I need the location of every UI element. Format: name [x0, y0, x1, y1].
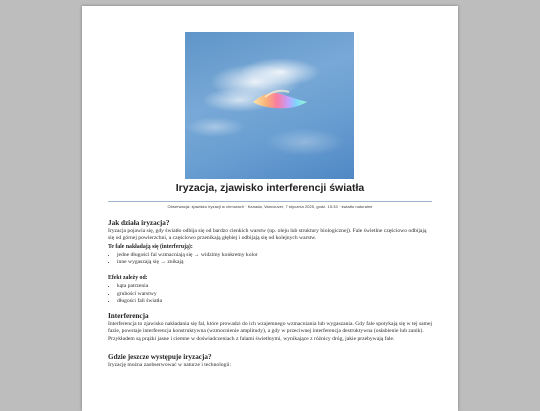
- section-heading-where: Gdzie jeszcze występuje iryzacja?: [108, 352, 212, 361]
- subheading-interference: Te fale nakładają się (interferują):: [108, 243, 193, 250]
- section-heading-effect: Efekt zależy od:: [108, 275, 148, 282]
- list-item: • inne wygaszają się → znikają: [117, 259, 432, 266]
- section-heading-interference: Interferencja: [108, 312, 149, 321]
- list-item: • grubości warstwy: [117, 291, 432, 298]
- spacer: [108, 268, 432, 274]
- document-page: [82, 6, 458, 411]
- cloud-illustration: [185, 32, 354, 179]
- document-title: Iryzacja, zjawisko interferencji światła: [175, 182, 365, 194]
- title-divider: [108, 201, 432, 202]
- iridescent-cloud-photo: [185, 32, 354, 179]
- section-text-how: Iryzacja pojawia się, gdy światło odbija się od bardzo cienkich warstw (np. oleju lub struktury biologicznej). Fale świetlne częściowo odbijają się od górnej powierzchni, a częściowo przenikają głębiej i odbijają się od kolejnych warstw.: [108, 228, 427, 242]
- list-item: • kąta patrzenia: [117, 283, 432, 290]
- section-text-interference: Interferencja to zjawisko nakładania się fal, które prowadzi do ich wzajemnego wzmacniania lub wygaszania. Gdy fale spotykają się w tej samej fazie, powstaje interferencja konstruktywna (wzmocnienie amplitudy), a gdy w przeciwnej interferencja destruktywna (osłabienie lub zanik). Przykładem są prążki jasne i ciemne w doświadczeniach z falami świetlnymi, wynikające z różnicy dróg, jakie przebywają fale.: [108, 321, 433, 342]
- section-heading-how: Jak działa iryzacja?: [108, 219, 170, 227]
- list-item: • jedne długości fal wzmacniają się → widzimy konkretny kolor: [117, 252, 432, 259]
- observation-caption: Obserwacja: zjawisko iryzacji w chmurach · Kanada, Vancouver, 7 stycznia 2025, godz. 15:33 · światło naturalne: [167, 204, 373, 209]
- document-body: [108, 220, 432, 370]
- bullet-list-effect: [108, 283, 432, 305]
- section-text-where: Iryzację można zaobserwować w naturze i technologii:: [108, 362, 232, 369]
- list-item: • długości fali światła: [117, 298, 432, 305]
- bullet-list-how: [108, 252, 432, 266]
